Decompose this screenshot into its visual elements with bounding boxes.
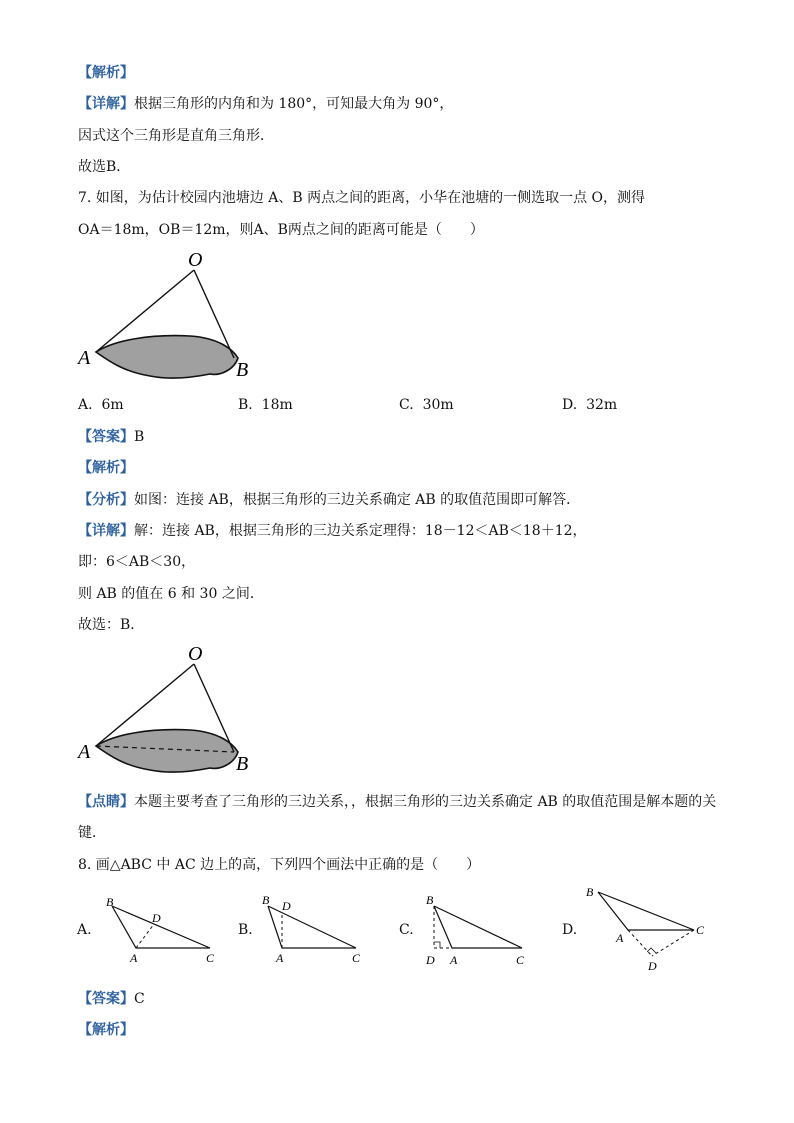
q8-answer [78, 990, 145, 1008]
q8-option-d-letter: D. [562, 922, 578, 938]
point-b-label: B [236, 359, 249, 381]
altitude-a [136, 924, 154, 948]
option-d [562, 397, 617, 413]
q7-dianjing [78, 793, 716, 811]
fenxi-text: 如图：连接 AB，根据三角形的三边关系确定 AB 的取值范围即可解答． [134, 492, 581, 508]
label-a-d: A [616, 931, 624, 945]
option-b-letter: B. [238, 397, 253, 413]
option-a-letter: A. [78, 397, 93, 413]
q6-detail [78, 95, 453, 113]
point-b-label-2: B [236, 753, 249, 775]
q8-stem: 8. 画△ABC 中 AC 边上的高，下列四个画法中正确的是（ ） [78, 857, 481, 873]
q8-option-b-letter: B. [238, 922, 253, 938]
option-b-value: 18m [261, 397, 293, 413]
q8-option-c-letter: C. [399, 922, 414, 938]
label-d-c: D [426, 953, 435, 967]
q8-answer-value: C [134, 991, 145, 1007]
right-angle-mark-c [434, 942, 440, 948]
option-c [399, 397, 454, 413]
label-d-b: D [282, 899, 291, 913]
pond-figure-with-ab [70, 640, 270, 780]
option-c-letter: C. [399, 397, 414, 413]
q7-analysis-label: 【解析】 [78, 460, 134, 476]
point-o-label: O [188, 249, 203, 271]
q8-option-d-figure [580, 882, 710, 976]
q8-answer-label: 【答案】 [78, 991, 134, 1007]
detail-label: 【详解】 [78, 96, 134, 112]
q7-detail-label: 【详解】 [78, 523, 134, 539]
point-a-label: A [78, 347, 91, 369]
q8-option-b-figure [258, 892, 368, 968]
label-a-b: A [276, 951, 284, 965]
option-b [238, 397, 293, 413]
q6-choose: 故选B． [78, 159, 131, 175]
label-d-a: D [152, 911, 161, 925]
label-a-c: A [450, 953, 458, 967]
q7-ze: 则 AB 的值在 6 和 30 之间． [78, 586, 264, 602]
q7-stem-line2: OA＝18m，OB＝12m，则A、B两点之间的距离可能是（ ） [78, 222, 484, 238]
answer-label: 【答案】 [78, 429, 134, 445]
altitude-d [652, 930, 694, 956]
point-a-label-2: A [78, 741, 91, 763]
q7-choose: 故选：B． [78, 617, 145, 633]
label-c-d: C [696, 923, 705, 937]
label-b-d: B [586, 885, 594, 899]
q8-option-a-letter: A. [77, 922, 92, 938]
q7-detail [78, 522, 587, 540]
dianjing-label: 【点睛】 [78, 794, 134, 810]
q6-detail-text: 根据三角形的内角和为 180°，可知最大角为 90°， [134, 96, 454, 112]
option-a [78, 397, 124, 413]
triangle-c [434, 906, 522, 948]
option-d-value: 32m [586, 397, 618, 413]
q7-detail-text: 解：连接 AB，根据三角形的三边关系定理得：18－12＜AB＜18＋12， [134, 523, 587, 539]
point-o-label-2: O [188, 643, 203, 665]
option-a-value: 6m [101, 397, 124, 413]
label-d-d: D [648, 959, 657, 973]
q8-option-c-figure [420, 892, 530, 970]
label-b-a: B [106, 896, 114, 909]
triangle-d [598, 892, 694, 930]
q8-option-a-figure [96, 896, 222, 970]
label-b-b: B [262, 893, 270, 907]
fenxi-label: 【分析】 [78, 492, 134, 508]
dianjing-text: 本题主要考查了三角形的三边关系，，根据三角形的三边关系确定 AB 的取值范围是解本题的关 [134, 794, 717, 810]
triangle-a [112, 906, 210, 948]
analysis-label: 【解析】 [78, 65, 134, 81]
q7-dianjing-tail: 键． [78, 825, 106, 841]
q7-fenxi [78, 491, 580, 509]
pond-figure [70, 246, 270, 386]
label-b-c: B [426, 893, 434, 907]
label-c-c: C [516, 953, 525, 967]
answer-value: B [134, 429, 145, 445]
extension-d [628, 930, 652, 956]
label-c-b: C [352, 951, 361, 965]
q8-analysis-label: 【解析】 [78, 1022, 134, 1038]
option-c-value: 30m [422, 397, 454, 413]
label-a-a: A [130, 951, 138, 965]
pond-shape [96, 336, 238, 379]
q6-conclusion: 因式这个三角形是直角三角形． [78, 128, 274, 144]
q7-ji: 即：6＜AB＜30， [78, 554, 196, 570]
q7-stem-line1: 7. 如图，为估计校园内池塘边 A、B 两点之间的距离，小华在池塘的一侧选取一点 O，测得 [78, 190, 646, 206]
option-d-letter: D. [562, 397, 578, 413]
q7-answer [78, 428, 144, 446]
label-c-a: C [206, 951, 215, 965]
